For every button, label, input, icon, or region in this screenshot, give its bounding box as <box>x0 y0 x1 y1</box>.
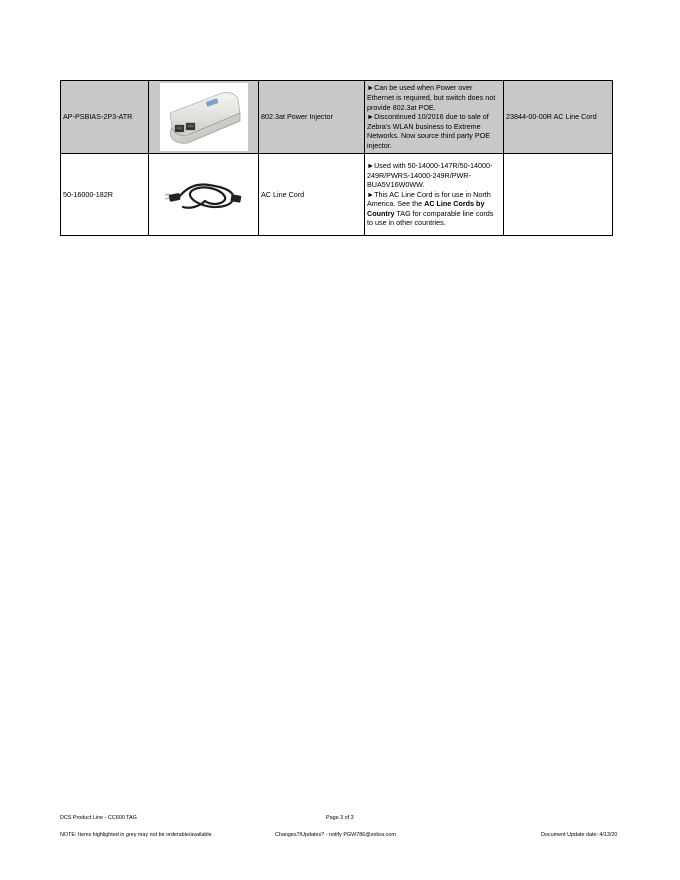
accessory-cell: 23844-00-00R AC Line Cord <box>504 81 613 154</box>
note-text-pre: ►This AC Line Cord is for use in North America. See the <box>367 189 491 209</box>
note-text: ►Used with 50-14000-147R/50-14000-249R/PWRS-14000-249R/PWR-BUA5V16W0WW. <box>367 160 493 190</box>
description-cell: AC Line Cord <box>259 154 365 236</box>
note-text: ►Discontinued 10/2016 due to sale of Zebra's WLAN business to Extreme Networks. Now source third party POE injector. <box>367 112 491 150</box>
table-row <box>61 154 613 236</box>
parts-table <box>60 80 613 236</box>
description-cell: 802.3at Power Injector <box>259 81 365 154</box>
part-number-cell: 50-16000-182R <box>61 154 149 236</box>
footer-product-line: DCS Product Line - CC600 TAG <box>60 815 137 821</box>
power-injector-image <box>160 83 248 151</box>
note-text-post: TAG for comparable line cords to use in other countries. <box>367 208 494 228</box>
ac-line-cords-by-country-reference: AC Line Cords by Country <box>367 199 485 218</box>
ac-line-cord-image <box>163 173 245 217</box>
accessory-cell <box>504 154 613 236</box>
footer-grey-note: NOTE: Items highlighted in grey may not be orderable/available <box>60 832 212 838</box>
note-text <box>367 190 501 228</box>
footer-update-date: Document Update date: 4/13/20 <box>541 832 618 838</box>
footer-contact: Changes?/Updates? - notify PGW786@zebra.com <box>275 832 396 838</box>
note-text: ►Can be used when Power over Ethernet is required, but switch does not provide 802.3at POE. <box>367 83 496 112</box>
part-number-cell: AP-PSBIAS-2P3-ATR <box>61 81 149 154</box>
table-row <box>61 81 613 154</box>
footer-page-number: Page 3 of 3 <box>326 815 354 821</box>
notes-cell <box>365 154 504 236</box>
product-image-cell <box>149 81 259 154</box>
product-image-cell <box>149 154 259 236</box>
notes-cell <box>365 81 504 154</box>
